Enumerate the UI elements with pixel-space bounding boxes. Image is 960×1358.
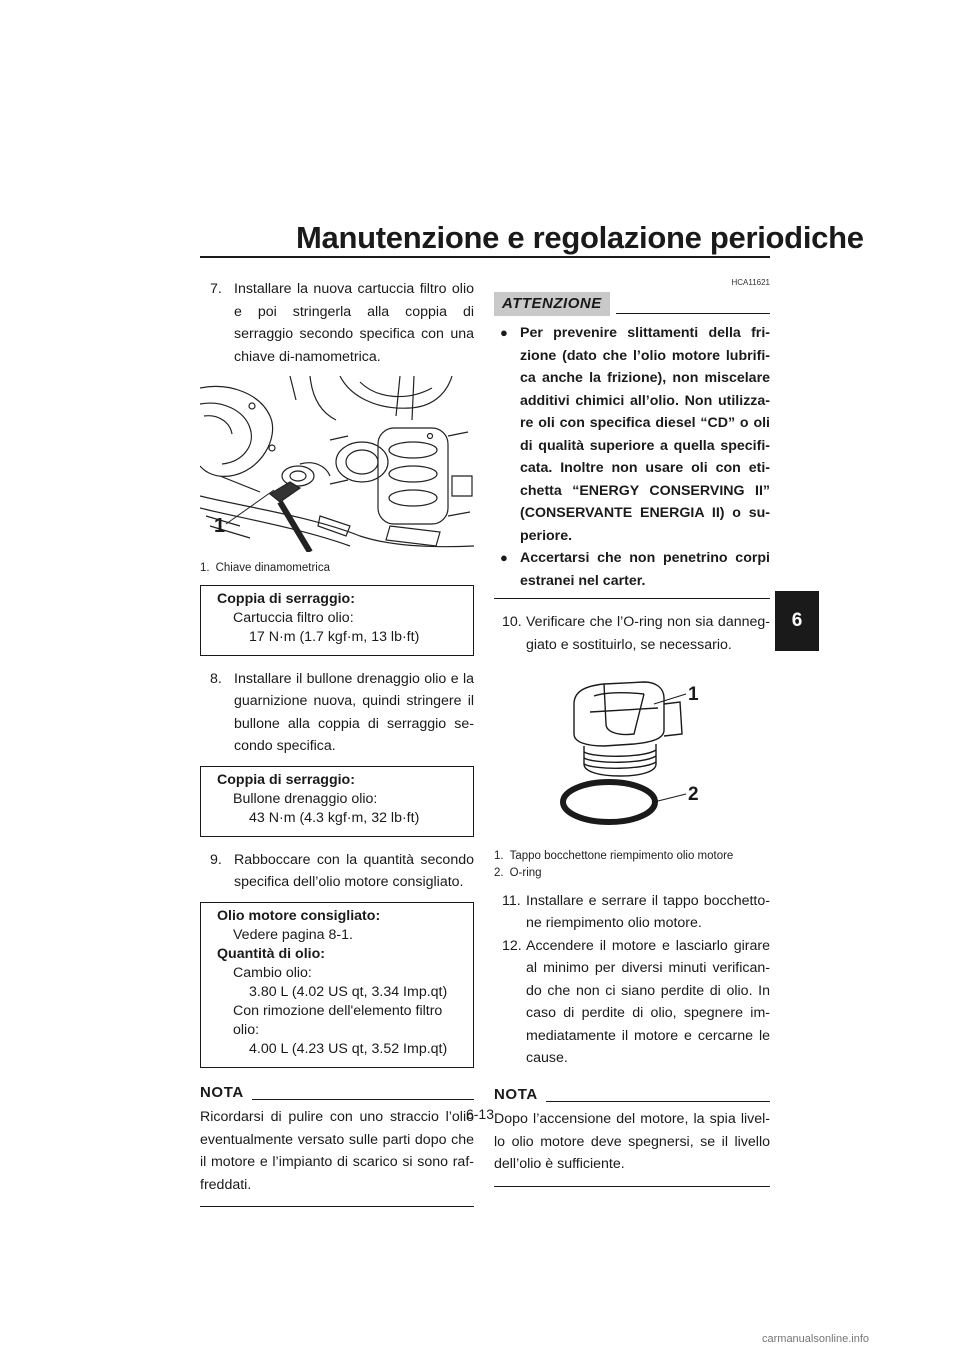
caption-number: 1. [200,561,210,574]
step-8 [200,668,474,758]
caption-text: O-ring [509,866,542,879]
nota-rule [546,1101,770,1102]
spec-item: Cartuccia filtro olio: [233,609,354,626]
nota-label: NOTA [494,1085,538,1103]
nota-end-rule [200,1206,474,1207]
caption-text: Tappo bocchettone riempimento olio motore [509,849,734,862]
page-number: 6-13 [465,1106,495,1122]
spec-item: Bullone drenaggio olio: [233,790,378,807]
step-11 [494,890,770,935]
figure-callout-2: 2 [688,784,699,805]
spec-value: 17 N·m (1.7 kgf·m, 13 lb·ft) [249,628,420,645]
right-column [494,278,770,1187]
step-number: 11. [502,892,521,909]
spec-value: 4.00 L (4.23 US qt, 3.52 Imp.qt) [249,1040,448,1057]
warning-end-rule [494,598,770,599]
caption-number: 2. [494,866,504,879]
spec-value: 43 N·m (4.3 kgf·m, 32 lb·ft) [249,809,420,826]
page-title: Manutenzione e regolazione periodiche [296,220,864,255]
figure-caption [200,560,474,577]
figure-caption [494,848,770,882]
spec-heading: Coppia di serraggio: [217,771,355,788]
nota-header [494,1084,770,1107]
figure-callout-1: 1 [688,684,699,705]
filler-cap-figure [494,664,770,882]
figure-callout: 1 [214,515,226,537]
step-number: 10. [502,614,522,630]
chapter-tab: 6 [775,591,819,651]
nota-header [200,1082,474,1105]
step-text: Rabboccare con la quantità secondo specifica dell’olio motore consigliato. [234,851,474,890]
nota-text: Dopo l’accensione del motore, la spia livel-lo olio motore deve spegnersi, se il livello dell’olio è sufficiente. [494,1111,770,1172]
spec-heading: Coppia di serraggio: [217,590,355,607]
step-10 [494,611,770,656]
step-text: Installare il bullone drenaggio olio e la guarnizione nuova, quindi stringere il bullone alla coppia di serraggio se-condo specifica. [234,670,474,754]
spec-box-filter-torque [200,585,474,656]
warning-item: ● Per prevenire slittamenti della fri-zione (dato che l’olio motore lubrifi-ca anche la frizione), non miscelare additivi chimici all’olio. Non utilizza-re oli con specifica diesel “CD” o oli di qualità superiore a quella specifi-cata. Inoltre non usare oli con eti-chetta “ENERGY CONSERVING II” (CONSERVANTE ENERGIA II) o su-periore. [494,322,770,547]
caption-text: Chiave dinamometrica [215,561,331,574]
spec-line: Vedere pagina 8-1. [233,926,353,943]
spec-value: 3.80 L (4.02 US qt, 3.34 Imp.qt) [249,983,448,1000]
warning-code: HCA11621 [731,278,770,287]
spec-heading: Quantità di olio: [217,945,325,962]
step-7 [200,278,474,368]
nota-end-rule [494,1186,770,1187]
warning-item: ● Accertarsi che non penetrino corpi estranei nel carter. [494,547,770,592]
nota-rule [252,1099,474,1100]
step-9 [200,849,474,894]
step-number: 8. [210,670,222,687]
engine-illustration [200,376,474,552]
left-column [200,278,474,1207]
nota-label: NOTA [200,1083,244,1101]
warning-rule [616,313,770,314]
spec-box-drain-bolt-torque [200,766,474,837]
warning-list [494,322,770,592]
watermark: carmanualsonline.info [762,1333,870,1345]
step-text: Verificare che l’O-ring non sia danneg-giato e sostituirlo, se necessario. [526,614,770,653]
title-rule [200,256,770,258]
step-number: 7. [210,281,222,297]
spec-heading: Olio motore consigliato: [217,907,381,924]
spec-box-oil [200,902,474,1068]
caption-number: 1. [494,849,504,862]
step-number: 9. [210,851,222,868]
warning-header [494,292,770,316]
step-number: 12. [502,937,522,954]
spec-line: Con rimozione dell'elemento filtro [233,1002,443,1019]
step-12 [494,935,770,1070]
warning-label: ATTENZIONE [494,292,610,316]
nota-text: Ricordarsi di pulire con uno straccio l’olio eventualmente versato sulle parti dopo che il motore e l’impianto di scarico si sono raf-freddati. [200,1109,474,1193]
filler-cap-illustration [494,664,770,840]
spec-line: Cambio olio: [233,964,312,981]
step-text: Accendere il motore e lasciarlo girare al minimo per diversi minuti verifican-do che non ci siano perdite di olio. In caso di perdite di olio, spegnere im-mediatamente il motore e cercarne le cause. [526,937,770,1066]
spec-line: olio: [233,1021,260,1038]
step-text: Installare la nuova cartuccia filtro olio e poi stringerla alla coppia di serraggio secondo specifica con una chiave di-namometrica. [234,281,474,365]
torque-wrench-figure [200,376,474,577]
step-text: Installare e serrare il tappo bocchetto-ne riempimento olio motore. [526,892,770,931]
